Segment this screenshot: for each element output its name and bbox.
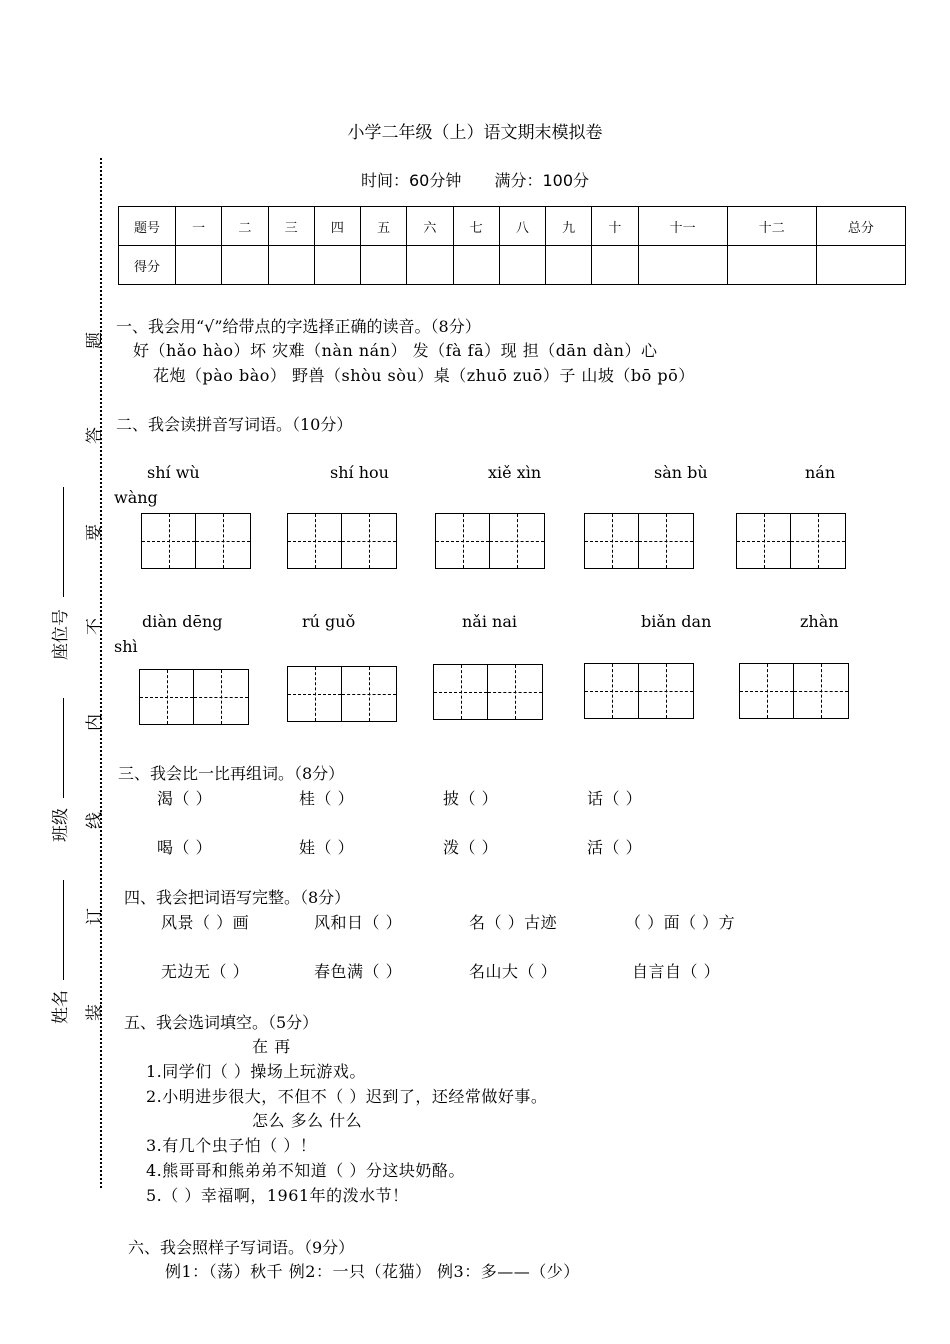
compare-item: 喝（ ）: [157, 838, 213, 857]
fill-question: 3.有几个虫子怕（ ）！: [146, 1136, 317, 1155]
seal-char: 装: [85, 1004, 105, 1021]
col-header: 七: [453, 207, 499, 246]
writing-grid[interactable]: [584, 663, 694, 719]
score-cell[interactable]: [592, 246, 638, 285]
section4-heading: 四、我会把词语写完整。（8分）: [124, 888, 351, 907]
score-cell[interactable]: [727, 246, 816, 285]
score-cell[interactable]: [222, 246, 268, 285]
row-label-question: 题号: [119, 207, 176, 246]
score-cell[interactable]: [314, 246, 360, 285]
seal-char: 答: [85, 427, 105, 444]
writing-grid[interactable]: [435, 513, 545, 569]
compare-item: 话（ ）: [587, 789, 643, 808]
idiom-item: （ ）面（ ）方: [625, 913, 736, 932]
writing-grid[interactable]: [584, 513, 694, 569]
col-header: 六: [407, 207, 453, 246]
idiom-item: 无边无（ ）: [161, 962, 250, 981]
seal-char: 内: [85, 714, 105, 731]
fill-question: 1.同学们（ ）操场上玩游戏。: [146, 1062, 366, 1081]
seal-char: 不: [85, 618, 105, 635]
compare-item: 泼（ ）: [443, 838, 499, 857]
score-cell[interactable]: [407, 246, 453, 285]
idiom-item: 风和日（ ）: [314, 913, 403, 932]
pinyin: shí hou: [330, 463, 389, 482]
idiom-item: 春色满（ ）: [314, 962, 403, 981]
writing-grid[interactable]: [736, 513, 846, 569]
section6-examples: 例1：（荡）秋千 例2：一只（花猫） 例3：多——（少）: [165, 1262, 580, 1281]
score-table: [118, 206, 906, 285]
writing-grid[interactable]: [287, 666, 397, 722]
col-header: 十二: [727, 207, 816, 246]
writing-grid[interactable]: [739, 663, 849, 719]
col-header: 十一: [638, 207, 727, 246]
word-choices: 在 再: [252, 1037, 291, 1056]
score-cell[interactable]: [546, 246, 592, 285]
section2-heading: 二、我会读拼音写词语。（10分）: [116, 415, 353, 434]
pinyin: nán: [805, 463, 836, 482]
pinyin: shì: [114, 637, 138, 656]
score-table-header-row: [119, 207, 906, 246]
section6-heading: 六、我会照样子写词语。（9分）: [128, 1238, 355, 1257]
row-label-score: 得分: [119, 246, 176, 285]
section5-heading: 五、我会选词填空。（5分）: [124, 1013, 319, 1032]
seal-char: 订: [85, 908, 105, 925]
seat-label: 座位号: [51, 609, 71, 660]
pinyin: nǎi nai: [462, 612, 518, 631]
section1-heading: 一、我会用“√”给带点的字选择正确的读音。（8分）: [116, 317, 481, 336]
writing-grid[interactable]: [139, 669, 249, 725]
class-underline[interactable]: [63, 698, 64, 798]
pinyin: xiě xìn: [488, 463, 542, 482]
pinyin: rú guǒ: [302, 612, 356, 631]
col-header: 九: [546, 207, 592, 246]
score-cell[interactable]: [499, 246, 545, 285]
seat-underline[interactable]: [63, 487, 64, 597]
compare-item: 渴（ ）: [157, 789, 213, 808]
section3-heading: 三、我会比一比再组词。（8分）: [118, 764, 345, 783]
class-label: 班级: [51, 808, 71, 842]
col-header: 总分: [816, 207, 905, 246]
word-choices: 怎么 多么 什么: [252, 1111, 363, 1130]
idiom-item: 名山大（ ）: [469, 962, 558, 981]
exam-info: [0, 168, 950, 191]
col-header: 三: [268, 207, 314, 246]
col-header: 十: [592, 207, 638, 246]
section1-line1: 好（hǎo hào）坏 灾难（nàn nán） 发（fà fā）现 担（dān dàn）心: [133, 341, 658, 360]
section1-line2: 花炮（pào bào） 野兽（shòu sòu）桌（zhuō zuō）子 山坡（bō pō）: [153, 366, 695, 385]
score-cell[interactable]: [453, 246, 499, 285]
seal-char: 题: [85, 332, 105, 349]
writing-grid[interactable]: [141, 513, 251, 569]
score-cell[interactable]: [176, 246, 222, 285]
seal-char: 要: [85, 524, 105, 541]
page-title: 小学二年级（上）语文期末模拟卷: [347, 123, 603, 143]
idiom-item: 自言自（ ）: [632, 962, 721, 981]
fill-question: 2.小明进步很大，不但不（ ）迟到了，还经常做好事。: [146, 1087, 548, 1106]
pinyin: shí wù: [147, 463, 200, 482]
pinyin: sàn bù: [654, 463, 708, 482]
score-cell[interactable]: [361, 246, 407, 285]
fill-question: 5.（ ）幸福啊，1961年的泼水节！: [146, 1186, 409, 1205]
score-cell[interactable]: [638, 246, 727, 285]
score-table-score-row: [119, 246, 906, 285]
compare-item: 披（ ）: [443, 789, 499, 808]
pinyin: diàn dēng: [142, 612, 223, 631]
score-cell[interactable]: [268, 246, 314, 285]
idiom-item: 风景（ ）画: [161, 913, 250, 932]
col-header: 二: [222, 207, 268, 246]
seal-char: 线: [85, 812, 105, 829]
writing-grid[interactable]: [287, 513, 397, 569]
name-label: 姓名: [51, 990, 71, 1024]
compare-item: 桂（ ）: [299, 789, 355, 808]
idiom-item: 名（ ）古迹: [469, 913, 558, 932]
binding-dotted-line: [100, 158, 102, 1188]
col-header: 一: [176, 207, 222, 246]
name-underline[interactable]: [63, 880, 64, 980]
pinyin: wàng: [114, 488, 158, 507]
score-cell[interactable]: [816, 246, 905, 285]
fill-question: 4.熊哥哥和熊弟弟不知道（ ）分这块奶酪。: [146, 1161, 465, 1180]
col-header: 五: [361, 207, 407, 246]
pinyin: biǎn dan: [641, 612, 712, 631]
col-header: 四: [314, 207, 360, 246]
full-score-label: 满分：100分: [494, 171, 589, 190]
compare-item: 活（ ）: [587, 838, 643, 857]
time-label: 时间：60分钟: [360, 171, 462, 190]
col-header: 八: [499, 207, 545, 246]
compare-item: 娃（ ）: [299, 838, 355, 857]
pinyin: zhàn: [800, 612, 839, 631]
writing-grid[interactable]: [433, 664, 543, 720]
